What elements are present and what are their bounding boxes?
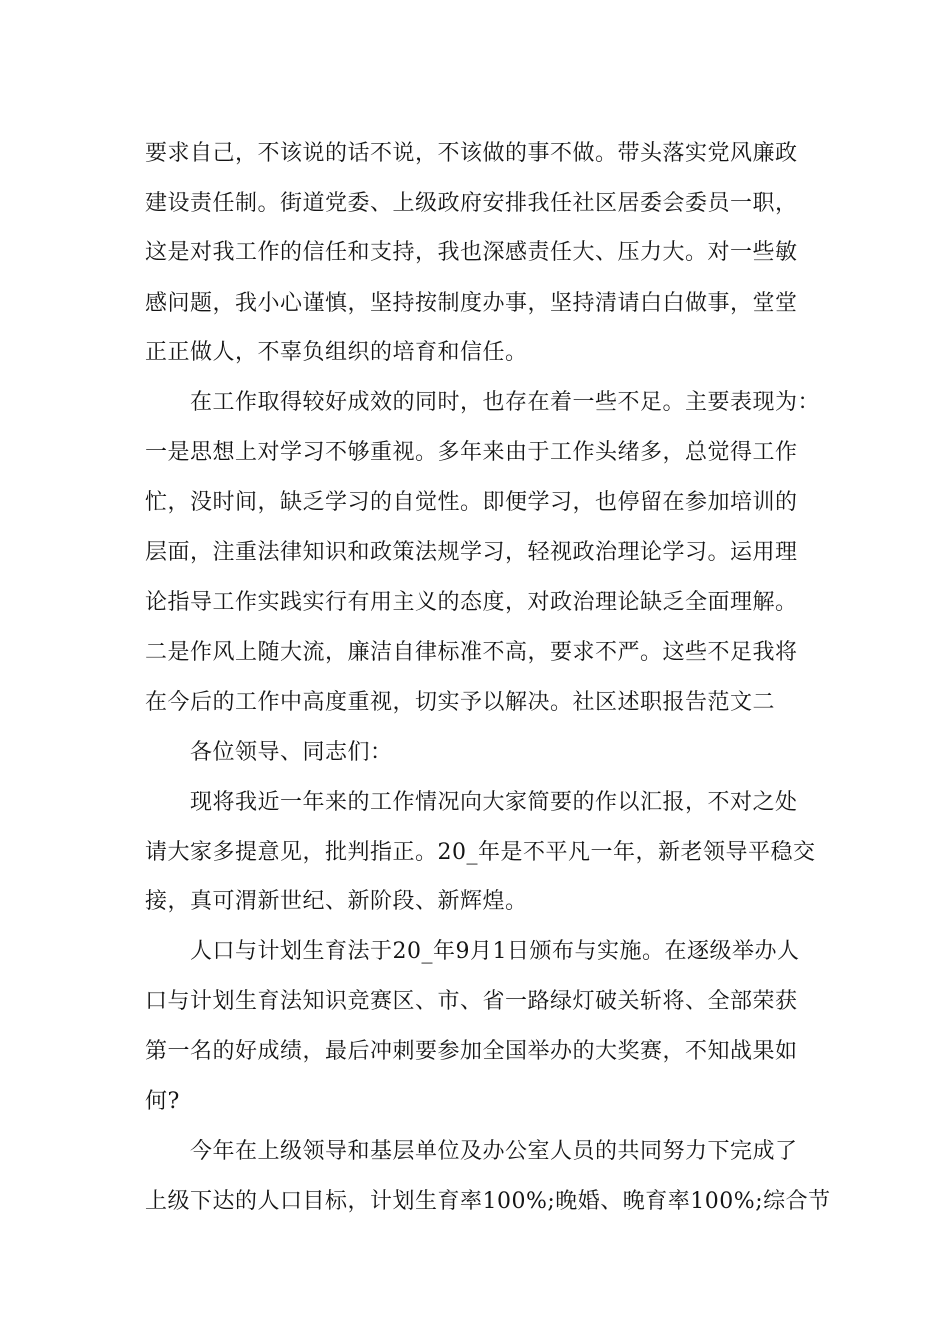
text-line: 请大家多提意见，批判指正。20_年是不平凡一年，新老领导平稳交 — [145, 840, 816, 865]
text-line: 人口与计划生育法于20_年9月1日颁布与实施。在逐级举办人 — [190, 939, 800, 964]
text-line: 何? — [145, 1089, 180, 1114]
text-line: 口与计划生育法知识竞赛区、市、省一路绿灯破关斩将、全部荣获 — [145, 989, 798, 1014]
text-line: 在今后的工作中高度重视，切实予以解决。社区述职报告范文二 — [145, 690, 776, 715]
text-line: 各位领导、同志们： — [190, 740, 393, 765]
text-line: 第一名的好成绩，最后冲刺要参加全国举办的大奖赛，不知战果如 — [145, 1039, 798, 1064]
text-line: 正正做人，不辜负组织的培育和信任。 — [145, 340, 528, 365]
text-line: 一是思想上对学习不够重视。多年来由于工作头绪多，总觉得工作 — [145, 440, 798, 465]
text-line: 接，真可渭新世纪、新阶段、新辉煌。 — [145, 889, 528, 914]
text-line: 感问题，我小心谨慎，坚持按制度办事，坚持清请白白做事，堂堂 — [145, 291, 798, 316]
text-line: 今年在上级领导和基层单位及办公室人员的共同努力下完成了 — [190, 1139, 798, 1164]
text-line: 这是对我工作的信任和支持，我也深感责任大、压力大。对一些敏 — [145, 240, 798, 265]
text-line: 要求自己，不该说的话不说，不该做的事不做。带头落实党风廉政 — [145, 141, 798, 166]
text-line: 现将我近一年来的工作情况向大家简要的作以汇报，不对之处 — [190, 790, 798, 815]
text-line: 在工作取得较好成效的同时，也存在着一些不足。主要表现为： — [190, 390, 821, 415]
text-line: 层面，注重法律知识和政策法规学习，轻视政治理论学习。运用理 — [145, 540, 798, 565]
text-line: 忙，没时间，缺乏学习的自觉性。即便学习，也停留在参加培训的 — [145, 490, 798, 515]
text-line: 上级下达的人口目标，计划生育率100%;晚婚、晚育率100%;综合节 — [145, 1189, 831, 1214]
text-line: 论指导工作实践实行有用主义的态度，对政治理论缺乏全面理解。 — [145, 590, 798, 615]
text-line: 二是作风上随大流，廉洁自律标准不高，要求不严。这些不足我将 — [145, 640, 798, 665]
text-line: 建设责任制。街道党委、上级政府安排我任社区居委会委员一职， — [145, 191, 798, 216]
